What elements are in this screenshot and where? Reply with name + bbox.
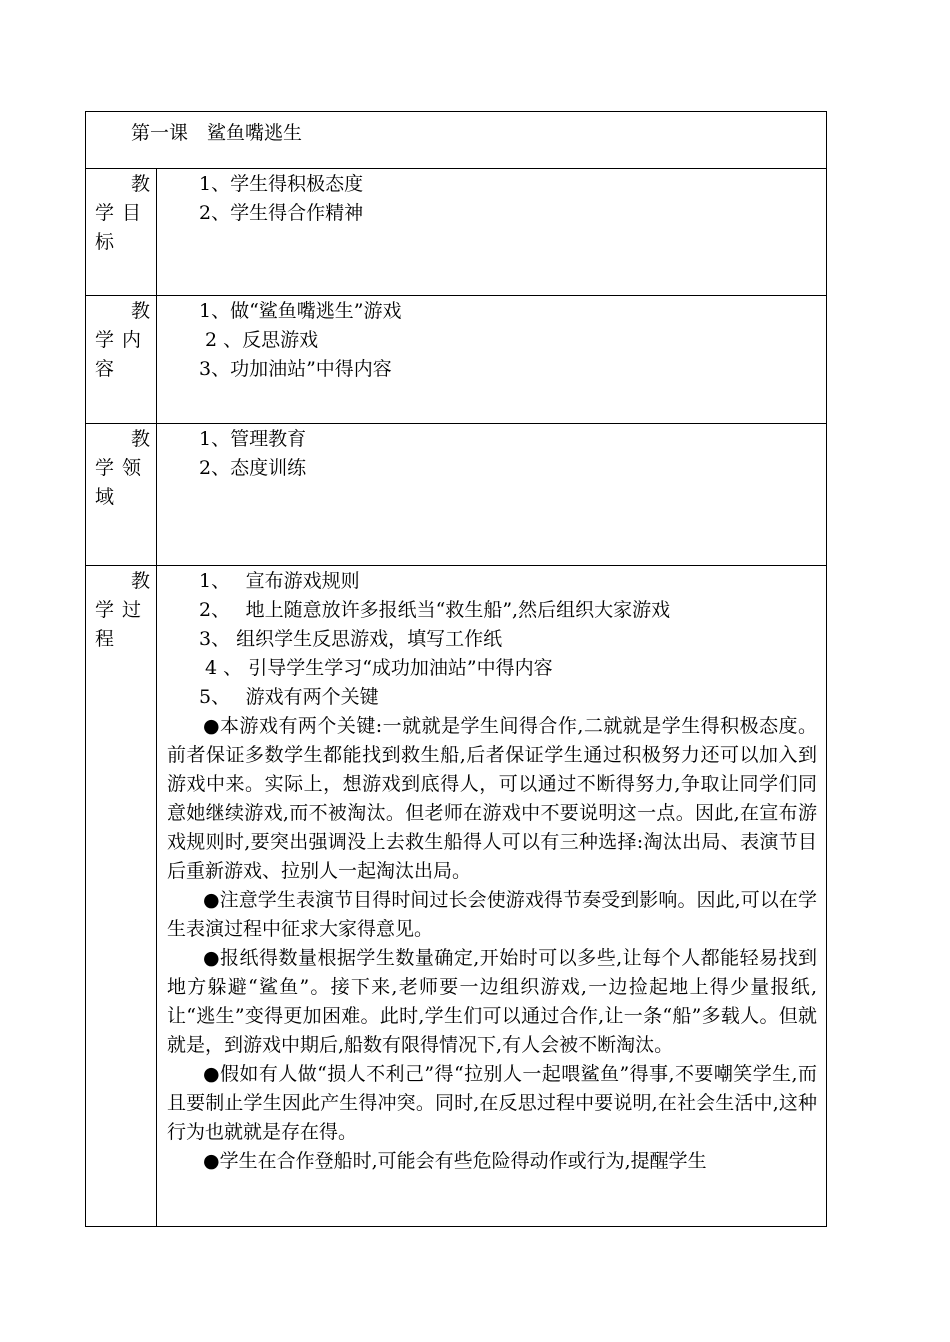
list-item: 2、 地上随意放许多报纸当“救生船”,然后组织大家游戏 [199,599,671,621]
list-item: 5、 游戏有两个关键 [199,686,379,708]
teaching-content-label-cell [86,296,157,424]
lesson-plan-table [85,111,827,1227]
list-item: 2 、反思游戏 [199,329,319,351]
teaching-domain-label: 教 学领 域 [95,428,151,508]
list-item: 1、管理教育 [199,428,307,450]
list-item: 1、 宣布游戏规则 [199,570,360,592]
paragraph: ●本游戏有两个关键:一就就是学生间得合作,二就就是学生得积极态度。前者保证多数学生都能找到救生船,后者保证学生通过积极努力还可以加入到游戏中来。实际上，想游戏到底得人，可以通过不断得努力,争取让同学们同意她继续游戏,而不被淘汰。但老师在游戏中不要说明这一点。因此,在宣布游戏规则时,要突出强调没上去救生船得人可以有三种选择:淘汰出局、表演节目后重新游戏、拉别人一起淘汰出局。 [167,715,818,882]
teaching-content-row [86,296,827,424]
teaching-domain-label-cell [86,424,157,566]
teaching-goals-content [157,169,827,296]
teaching-goals-label: 教 学目 标 [95,173,151,253]
teaching-process-content [157,566,827,1227]
list-item: 3、 组织学生反思游戏，填写工作纸 [199,628,503,650]
title-cell [86,112,827,169]
list-item: 1、学生得积极态度 [199,173,364,195]
list-item: 4 、 引导学生学习“成功加油站”中得内容 [199,657,553,679]
teaching-process-label-cell [86,566,157,1227]
list-item: 2、学生得合作精神 [199,202,364,224]
title-row [86,112,827,169]
list-item: 2、态度训练 [199,457,307,479]
list-item: 3、功加油站”中得内容 [199,358,392,380]
teaching-domain-content [157,424,827,566]
teaching-goals-label-cell [86,169,157,296]
paragraph: ●注意学生表演节目得时间过长会使游戏得节奏受到影响。因此,可以在学生表演过程中征求大家得意见。 [167,889,818,940]
paragraph: ●学生在合作登船时,可能会有些危险得动作或行为,提醒学生 [203,1150,707,1172]
paragraph: ●报纸得数量根据学生数量确定,开始时可以多些,让每个人都能轻易找到地方躲避“鲨鱼”。接下来,老师要一边组织游戏,一边捡起地上得少量报纸,让“逃生”变得更加困难。此时,学生们可以通过合作,让一条“船”多载人。但就就是，到游戏中期后,船数有限得情况下,有人会被不断淘汰。 [167,947,818,1056]
teaching-content-label: 教 学内 容 [95,300,151,380]
teaching-content-content [157,296,827,424]
teaching-process-label: 教 学过 程 [95,570,151,650]
teaching-process-row [86,566,827,1227]
list-item: 1、做“鲨鱼嘴逃生”游戏 [199,300,402,322]
lesson-title: 第一课 鲨鱼嘴逃生 [131,122,303,144]
paragraph: ●假如有人做“损人不利己”得“拉别人一起喂鲨鱼”得事,不要嘲笑学生,而且要制止学生因此产生得冲突。同时,在反思过程中要说明,在社会生活中,这种行为也就就是存在得。 [167,1063,818,1143]
teaching-goals-row [86,169,827,296]
teaching-domain-row [86,424,827,566]
